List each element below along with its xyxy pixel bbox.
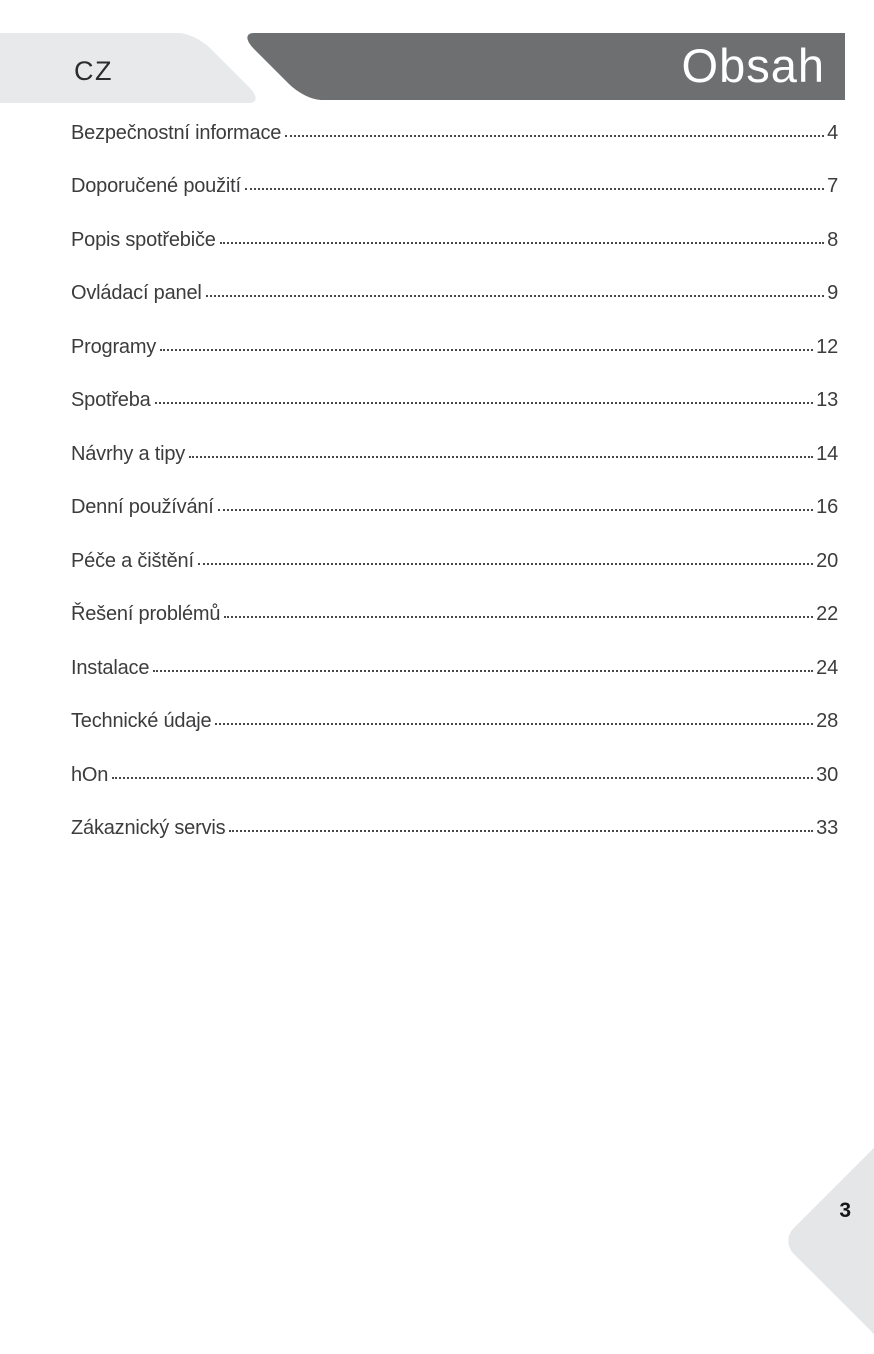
toc-entry-leader-dots	[153, 670, 813, 672]
toc-entry	[71, 571, 838, 625]
toc-entry	[71, 250, 838, 304]
toc-entry-page-number: 8	[827, 228, 838, 251]
toc-entry-leader-dots	[189, 456, 813, 458]
toc-entry	[71, 731, 838, 785]
toc-entry	[71, 143, 838, 197]
toc-entry-label: Řešení problémů	[71, 603, 221, 625]
toc-entry	[71, 303, 838, 357]
toc-entry-label: hOn	[71, 763, 109, 786]
toc-entry-label: Denní používání	[71, 496, 214, 518]
toc-entry-leader-dots	[218, 509, 813, 511]
toc-entry-page-number: 4	[827, 121, 838, 144]
toc-entry-page-number: 12	[816, 335, 838, 358]
toc-entry-page-number: 9	[827, 282, 838, 304]
toc-entry-page-number: 13	[816, 389, 838, 411]
toc-entry-label: Návrhy a tipy	[71, 442, 186, 465]
toc-entry	[71, 357, 838, 411]
toc-entry-leader-dots	[220, 242, 824, 244]
toc-entry	[71, 517, 838, 571]
toc-entry-page-number: 28	[816, 710, 838, 732]
toc-entry-leader-dots	[112, 777, 813, 779]
toc-entry-leader-dots	[245, 188, 824, 190]
toc-entry-label: Doporučené použití	[71, 175, 241, 197]
toc-entry-leader-dots	[160, 349, 813, 351]
toc-entry-page-number: 24	[816, 656, 838, 679]
toc-entry-leader-dots	[285, 135, 824, 137]
toc-entry-label: Zákaznický servis	[71, 817, 226, 839]
toc-entry-label: Ovládací panel	[71, 282, 202, 304]
toc-entry	[71, 624, 838, 678]
toc-entry-page-number: 33	[816, 817, 838, 839]
toc-entry-page-number: 7	[827, 175, 838, 197]
toc-entry-label: Spotřeba	[71, 389, 151, 411]
toc-entry	[71, 196, 838, 250]
toc-entry	[71, 678, 838, 732]
toc-entry	[71, 785, 838, 839]
page-number: 3	[839, 1199, 851, 1222]
toc-entry-leader-dots	[229, 830, 813, 832]
toc-entry-label: Popis spotřebiče	[71, 228, 216, 251]
toc-entry-leader-dots	[206, 295, 824, 297]
toc-entry-page-number: 20	[816, 549, 838, 572]
table-of-contents	[71, 89, 838, 838]
language-tag: CZ	[74, 56, 113, 86]
toc-entry-label: Bezpečnostní informace	[71, 121, 282, 144]
toc-entry-leader-dots	[224, 616, 813, 618]
toc-entry-page-number: 22	[816, 603, 838, 625]
toc-entry-page-number: 16	[816, 496, 838, 518]
toc-entry-leader-dots	[155, 402, 814, 404]
page-corner-tab	[781, 1128, 874, 1354]
toc-entry-page-number: 30	[816, 763, 838, 786]
toc-entry-page-number: 14	[816, 442, 838, 465]
toc-entry-label: Instalace	[71, 656, 150, 679]
toc-entry-label: Péče a čištění	[71, 549, 194, 572]
toc-entry	[71, 89, 838, 143]
toc-entry-leader-dots	[198, 563, 813, 565]
toc-entry-leader-dots	[215, 723, 813, 725]
page-title: Obsah	[681, 39, 825, 92]
toc-entry	[71, 464, 838, 518]
toc-entry-label: Technické údaje	[71, 710, 212, 732]
toc-entry-label: Programy	[71, 335, 157, 358]
toc-entry	[71, 410, 838, 464]
